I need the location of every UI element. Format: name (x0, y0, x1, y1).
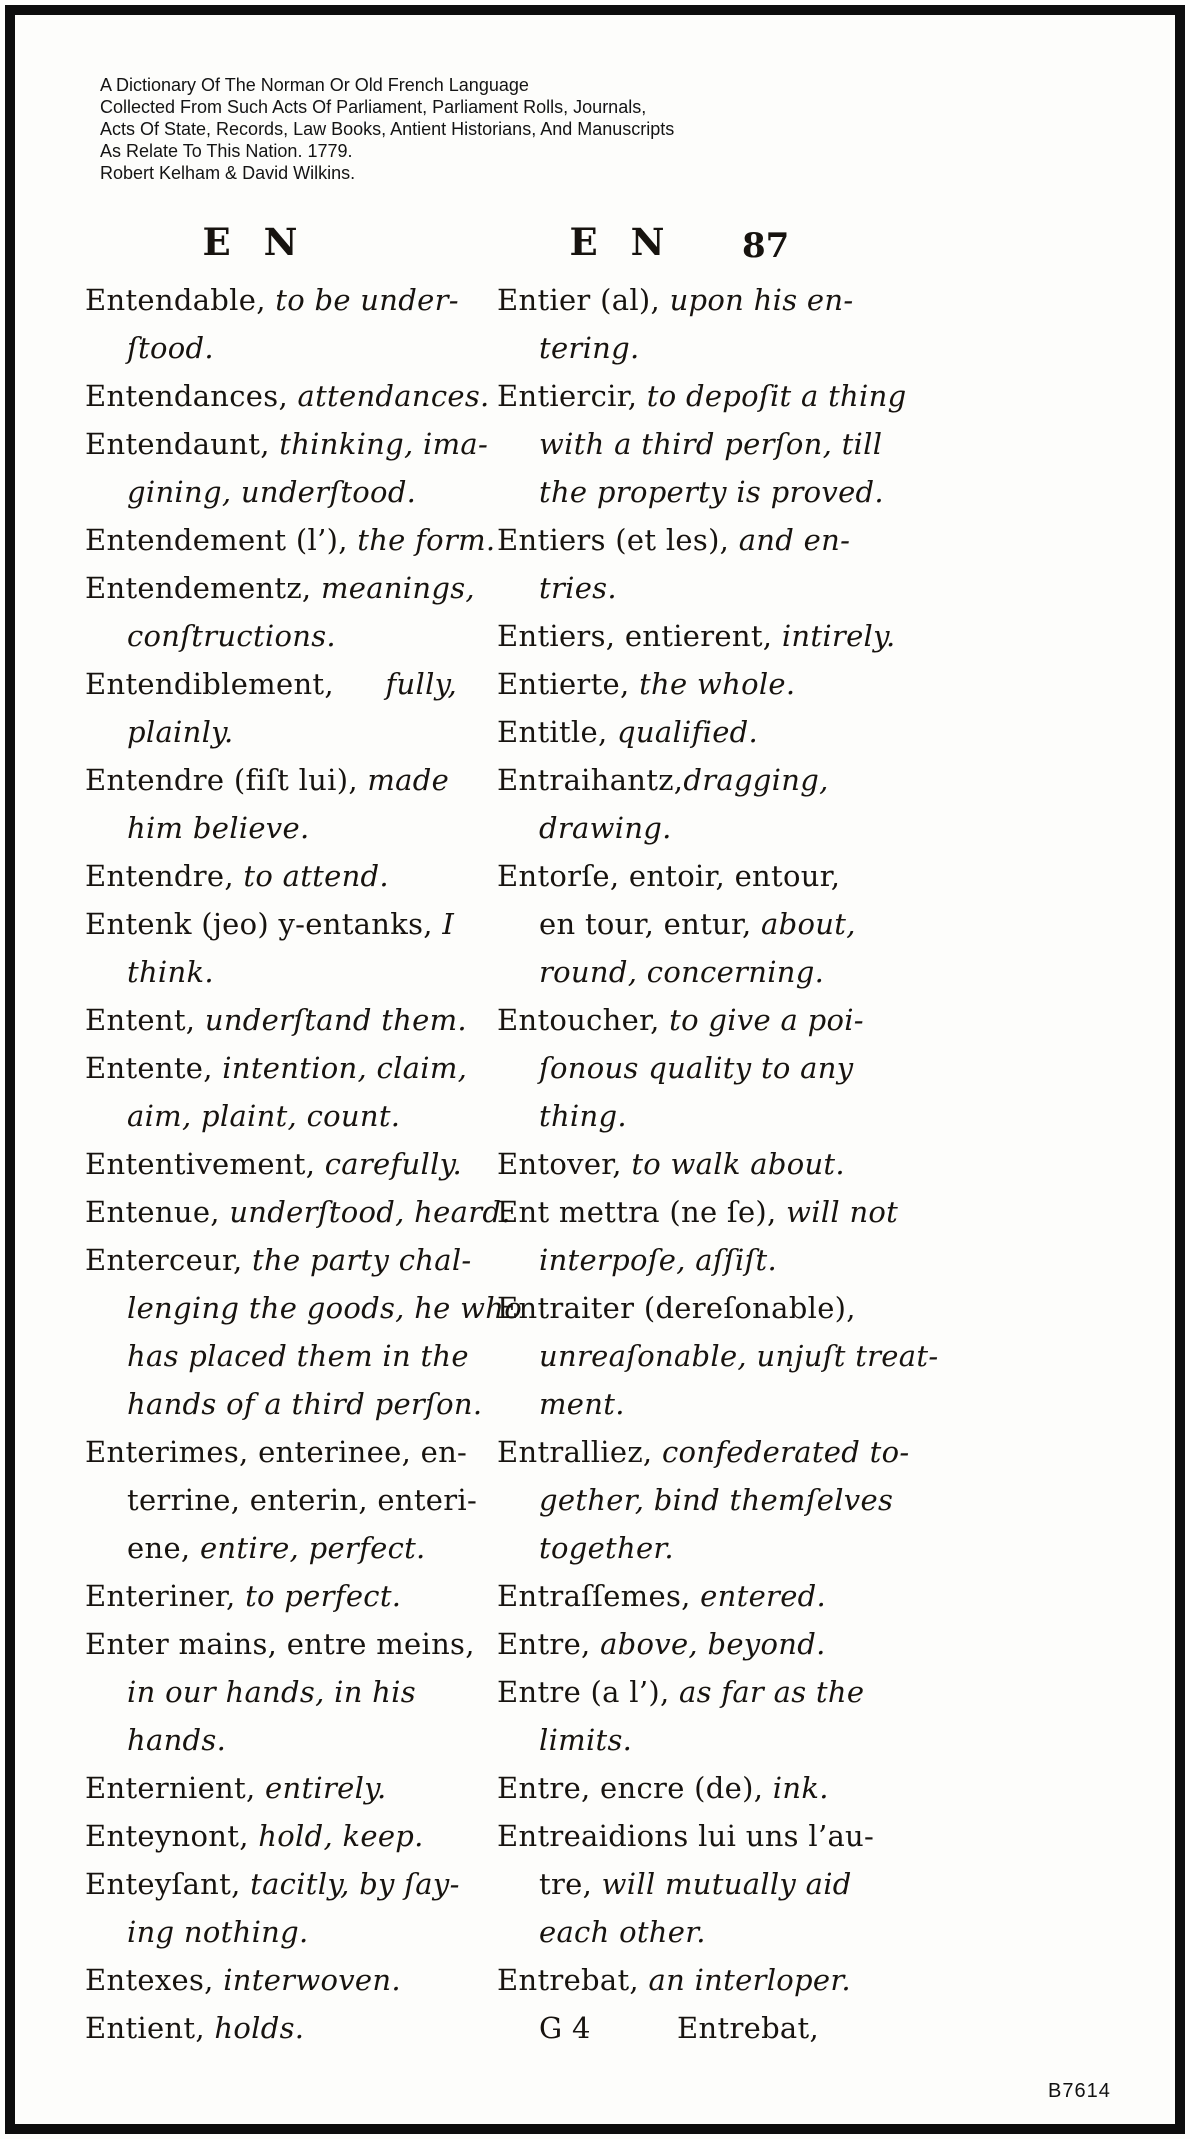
entry-line (85, 1044, 487, 1092)
entry-line (85, 276, 487, 324)
entry-headword: Entendre (fiſt lui), (85, 763, 368, 797)
entry-gloss: gether, bind themſelves (539, 1483, 894, 1517)
entry-line (497, 2004, 849, 2052)
entry-headword: Entent, (85, 1003, 205, 1037)
entry-headword: Entendementz, (85, 571, 321, 605)
entry-gloss: the party chal- (252, 1243, 472, 1277)
entry-line (85, 564, 487, 612)
entry-headword: ene, (127, 1531, 200, 1565)
entry-line (85, 1476, 487, 1524)
entry-gloss: ſtood. (127, 331, 214, 365)
entry-headword: Entenk (jeo) y-entanks, (85, 907, 443, 941)
entry-gloss: entire, perfect. (199, 1531, 426, 1565)
entry-headword: Entorſe, entoir, entour, (497, 859, 841, 893)
column-header-right: E N (569, 220, 675, 264)
entry-line (85, 372, 490, 420)
entry-gloss: tacitly, by ſay- (250, 1867, 460, 1901)
entry-line (497, 468, 884, 516)
caption-line-year: As Relate To This Nation. 1779. (100, 141, 353, 161)
entry-gloss: ſonous quality to any (539, 1051, 854, 1085)
entry-line (497, 1044, 854, 1092)
entry-line (497, 708, 849, 756)
entry-headword: Entente, (85, 1051, 223, 1085)
entry-gloss: to perfect. (245, 1579, 402, 1613)
entry-gloss: fully, (385, 667, 457, 701)
entry-gloss: carefully. (324, 1147, 463, 1181)
entry-line (85, 1716, 487, 1764)
entry-headword: Entiers, entierent, (497, 619, 782, 653)
entry-gloss: made (367, 763, 450, 797)
entry-gloss: to be under- (275, 283, 459, 317)
entry-headword: Enter mains, entre meins, (85, 1627, 475, 1661)
entry-gloss: ing nothing. (127, 1915, 309, 1949)
entry-line (85, 468, 487, 516)
entry-line (85, 1572, 487, 1620)
caption-line-authors: Robert Kelham & David Wilkins. (100, 163, 356, 183)
entry-headword: en tour, entur, (539, 907, 762, 941)
entry-line (85, 516, 496, 564)
entry-line (497, 1092, 849, 1140)
entry-gloss: unreaſonable, unjuſt treat- (539, 1339, 939, 1373)
entry-gloss: hands of a third perſon. (127, 1387, 483, 1421)
entry-line (85, 1620, 487, 1668)
entry-gloss: above, beyond. (600, 1627, 826, 1661)
page-number: 87 (742, 226, 790, 266)
entry-line (497, 804, 849, 852)
entry-gloss: think. (127, 955, 214, 989)
entry-line (85, 1908, 487, 1956)
entry-gloss: limits. (539, 1723, 633, 1757)
entry-headword: Entrebat, (497, 1963, 649, 1997)
entry-gloss: together. (539, 1531, 674, 1565)
entry-headword: Entre, encre (de), (497, 1771, 773, 1805)
entry-gloss: interwoven. (223, 1963, 401, 1997)
entry-line (85, 1668, 487, 1716)
entry-gloss: I (442, 907, 455, 941)
caption-block (100, 74, 674, 184)
entry-gloss: round, concerning. (539, 955, 825, 989)
entry-gloss: tries. (539, 571, 617, 605)
entry-line (497, 420, 883, 468)
entry-line (85, 324, 487, 372)
entry-line (497, 1236, 849, 1284)
entry-gloss: to depoſit a thing (646, 379, 907, 413)
entry-headword: Entover, (497, 1147, 632, 1181)
entry-headword: Entreaidions lui uns l’au- (497, 1819, 875, 1853)
entry-headword: Ententivement, (85, 1147, 325, 1181)
entry-line (85, 612, 487, 660)
entry-gloss: with a third perſon, till (539, 427, 883, 461)
entry-line (497, 1188, 899, 1236)
entry-gloss: hold, keep. (258, 1819, 424, 1853)
entry-line (85, 708, 487, 756)
entry-line (497, 1572, 849, 1620)
entry-headword: Entendable, (85, 283, 276, 317)
entry-headword: Ent mettra (ne ſe), (497, 1195, 787, 1229)
entry-line (497, 516, 849, 564)
entry-headword: Entrebat, (677, 2011, 819, 2045)
entry-gloss: intention, claim, (222, 1051, 468, 1085)
entry-gloss: lenging the goods, he who (127, 1291, 523, 1325)
entry-headword: Entendement (l’), (85, 523, 358, 557)
entry-line (85, 852, 487, 900)
entry-headword: Entendances, (85, 379, 298, 413)
entry-headword: Enternient, (85, 1771, 266, 1805)
entry-line (85, 1284, 523, 1332)
entry-gloss: will mutually aid (601, 1867, 852, 1901)
entry-line (497, 1284, 856, 1332)
entry-gloss: and en- (738, 523, 851, 557)
entry-gloss: as far as the (679, 1675, 865, 1709)
entry-headword: Entraihantz, (497, 763, 684, 797)
entry-gloss: thinking, ima- (279, 427, 489, 461)
entry-line (497, 852, 849, 900)
entry-line (497, 1668, 865, 1716)
entry-line (497, 1524, 849, 1572)
entry-headword: Entient, (85, 2011, 215, 2045)
column-header-left: E N (202, 220, 308, 264)
entry-gloss: confederated to- (661, 1435, 910, 1469)
entry-line (497, 372, 907, 420)
entry-line (497, 1332, 939, 1380)
entry-gloss: gining, underſtood. (127, 475, 417, 509)
entry-line (85, 1092, 487, 1140)
entry-headword: Entitle, (497, 715, 618, 749)
entry-line (497, 1428, 910, 1476)
entry-line (497, 1908, 849, 1956)
entry-line (497, 1812, 875, 1860)
entry-headword: Entendaunt, (85, 427, 280, 461)
entry-headword: Entre (a l’), (497, 1675, 680, 1709)
entry-headword: Enterceur, (85, 1243, 253, 1277)
entry-line (85, 1524, 487, 1572)
entry-line (497, 996, 864, 1044)
entry-gloss: qualified. (617, 715, 759, 749)
entry-headword: Enteyſant, (85, 1867, 251, 1901)
entry-line (497, 1380, 849, 1428)
dictionary-column-left (85, 276, 523, 2052)
entry-headword: Enteriner, (85, 1579, 246, 1613)
entry-headword: Entexes, (85, 1963, 224, 1997)
entry-line (85, 1428, 487, 1476)
entry-headword: Entre, (497, 1627, 601, 1661)
entry-gloss: aim, plaint, count. (127, 1099, 401, 1133)
entry-line (85, 1812, 487, 1860)
entry-line (497, 1764, 849, 1812)
entry-headword: Entierte, (497, 667, 640, 701)
entry-headword: Enteynont, (85, 1819, 259, 1853)
entry-headword: Entiers (et les), (497, 523, 739, 557)
entry-line (85, 660, 487, 708)
entry-gloss: hands. (127, 1723, 227, 1757)
entry-gloss: ink. (772, 1771, 829, 1805)
entry-headword: Entraſſemes, (497, 1579, 701, 1613)
entry-line (497, 1476, 894, 1524)
entry-headword: Enterimes, enterinee, en- (85, 1435, 468, 1469)
entry-line (85, 420, 487, 468)
scan-code: B7614 (1048, 2080, 1111, 2102)
entry-gloss: ment. (539, 1387, 625, 1421)
entry-gloss: to walk about. (631, 1147, 845, 1181)
entry-gloss: has placed them in the (127, 1339, 469, 1373)
entry-headword: Entralliez, (497, 1435, 662, 1469)
entry-gloss: holds. (214, 2011, 305, 2045)
entry-gloss: about, (761, 907, 856, 941)
entry-line (497, 900, 856, 948)
entry-line (85, 948, 487, 996)
entry-line (497, 756, 849, 804)
entry-line (85, 756, 487, 804)
entry-gloss: in our hands, in his (127, 1675, 416, 1709)
entry-line (85, 996, 487, 1044)
entry-headword: Entendiblement, (85, 667, 334, 701)
entry-line (497, 564, 849, 612)
entry-gloss: dragging, (683, 763, 829, 797)
caption-line-title: A Dictionary Of The Norman Or Old French Language (100, 75, 529, 95)
entry-gloss: the form. (357, 523, 496, 557)
entry-headword: G 4 (539, 2011, 591, 2045)
entry-gloss: will not (786, 1195, 899, 1229)
entry-line (85, 1956, 487, 2004)
entry-gloss: interpoſe, aſſiſt. (539, 1243, 778, 1277)
entry-line (497, 1956, 849, 2004)
entry-headword: Entraiter (dereſonable), (497, 1291, 856, 1325)
entry-line (497, 276, 854, 324)
entry-gloss: drawing. (539, 811, 672, 845)
entry-headword: Entendre, (85, 859, 244, 893)
entry-line (497, 1140, 849, 1188)
entry-gloss: the property is proved. (539, 475, 884, 509)
entry-headword: Entiercir, (497, 379, 647, 413)
dictionary-column-right (497, 276, 939, 2052)
entry-headword: terrine, enterin, enteri- (127, 1483, 478, 1517)
caption-line-collected: Collected From Such Acts Of Parliament, Parliament Rolls, Journals, (100, 97, 647, 117)
entry-gloss: thing. (539, 1099, 627, 1133)
entry-gloss: an interloper. (648, 1963, 851, 1997)
caption-line-sources: Acts Of State, Records, Law Books, Antient Historians, And Manuscripts (100, 119, 675, 139)
entry-gloss: to give a poi- (669, 1003, 864, 1037)
entry-gloss: underſtand them. (204, 1003, 467, 1037)
entry-headword: Entoucher, (497, 1003, 670, 1037)
entry-gloss: conſtructions. (127, 619, 336, 653)
entry-line (497, 948, 849, 996)
entry-gloss: entirely. (265, 1771, 387, 1805)
entry-line (497, 1620, 849, 1668)
entry-line (85, 1236, 487, 1284)
entry-gloss: meanings, (320, 571, 475, 605)
entry-gloss: tering. (539, 331, 640, 365)
entry-gloss: upon his en- (669, 283, 854, 317)
entry-line (85, 1188, 511, 1236)
entry-gloss: him believe. (127, 811, 310, 845)
entry-line (497, 660, 849, 708)
entry-line (85, 804, 487, 852)
entry-gloss: intirely. (781, 619, 896, 653)
entry-gloss: the whole. (639, 667, 796, 701)
entry-line (497, 612, 896, 660)
entry-line (85, 1764, 487, 1812)
entry-gloss: plainly. (127, 715, 234, 749)
entry-line (497, 324, 849, 372)
entry-gloss: attendances. (297, 379, 490, 413)
entry-gloss: underſtood, heard. (229, 1195, 511, 1229)
entry-line (85, 1140, 487, 1188)
entry-line (497, 1860, 852, 1908)
entry-line (85, 1380, 487, 1428)
entry-line (85, 2004, 487, 2052)
entry-headword: Entenue, (85, 1195, 230, 1229)
entry-headword: tre, (539, 1867, 602, 1901)
entry-line (497, 1716, 849, 1764)
entry-gloss: to attend. (243, 859, 389, 893)
entry-headword: Entier (al), (497, 283, 670, 317)
entry-line (85, 900, 487, 948)
entry-line (85, 1860, 487, 1908)
entry-gloss: each other. (539, 1915, 706, 1949)
entry-line (85, 1332, 487, 1380)
entry-gloss: entered. (700, 1579, 827, 1613)
